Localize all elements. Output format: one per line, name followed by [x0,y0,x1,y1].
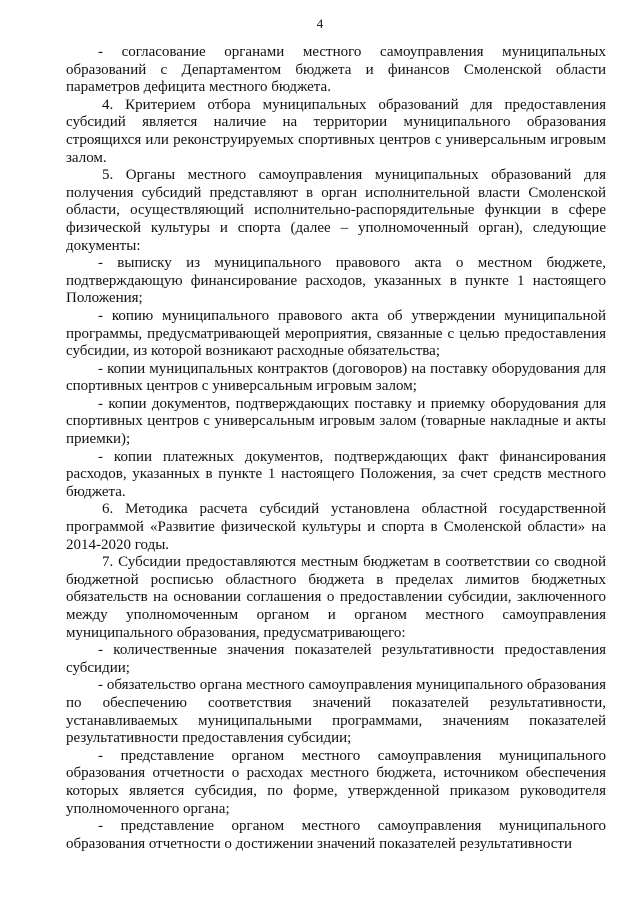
document-body [66,44,606,853]
page-number: 4 [316,16,324,31]
paragraph-item-5-documents: 5. Органы местного самоуправления муниципальных образований для получения субсидий представляют в орган исполнительной власти Смоленской области, осуществляющий исполнительно-распорядительные функции в сфере физической культуры и спорта (далее – уполномоченный орган), следующие документы: [66,167,606,254]
list-item-results-reporting: - представление органом местного самоуправления муниципального образования отчетности о достижении значений показателей результативности [66,818,606,852]
paragraph-item-4-selection-criterion: 4. Критерием отбора муниципальных образований для предоставления субсидий является наличие на территории муниципального образования строящихся или реконструируемых спортивных центров с универсальным игровым залом. [66,96,606,166]
paragraph-item-6-methodology: 6. Методика расчета субсидий установлена областной государственной программой «Развитие физической культуры и спорта в Смоленской области» на 2014-2020 годы. [66,501,606,553]
list-item-contract-copies: - копии муниципальных контрактов (договоров) на поставку оборудования для спортивных центров с универсальным игровым залом; [66,360,606,395]
list-item-delivery-documents: - копии документов, подтверждающих поставку и приемку оборудования для спортивных центров с универсальным игровым залом (товарные накладные и акты приемки); [66,395,606,448]
list-item-program-act-copy: - копию муниципального правового акта об утверждении муниципальной программы, предусматривающей мероприятия, связанные с целью предоставления субсидии, из которой возникают расходные обязательства; [66,307,606,360]
list-item-expense-reporting: - представление органом местного самоуправления муниципального образования отчетности о расходах местного бюджета, источником обеспечения которых является субсидия, по форме, утвержденной приказом руководителя уполномоченного органа; [66,747,606,817]
list-item-compliance-obligation: - обязательство органа местного самоуправления муниципального образования по обеспечению соответствия значений показателей результативности, устанавливаемых муниципальными программами, значениям показателей результативности предоставления субсидии; [66,677,606,747]
list-item-budget-extract: - выписку из муниципального правового акта о местном бюджете, подтверждающую финансирование расходов, указанных в пункте 1 настоящего Положения; [66,255,606,307]
list-item-indicator-values: - количественные значения показателей результативности предоставления субсидии; [66,642,606,676]
paragraph-item-7-subsidy-agreement: 7. Субсидии предоставляются местным бюджетам в соответствии со сводной бюджетной росписью областного бюджета в пределах лимитов бюджетных обязательств на основании соглашения о предоставлении субсидии, заключенного между уполномоченным органом и органом местного самоуправления муниципального образования, предусматривающего: [66,554,606,641]
paragraph-budget-deficit-agreement: - согласование органами местного самоуправления муниципальных образований с Департаментом бюджета и финансов Смоленской области параметров дефицита местного бюджета. [66,44,606,96]
list-item-payment-documents: - копии платежных документов, подтверждающих факт финансирования расходов, указанных в пункте 1 настоящего Положения, за счет средств местного бюджета. [66,448,606,500]
